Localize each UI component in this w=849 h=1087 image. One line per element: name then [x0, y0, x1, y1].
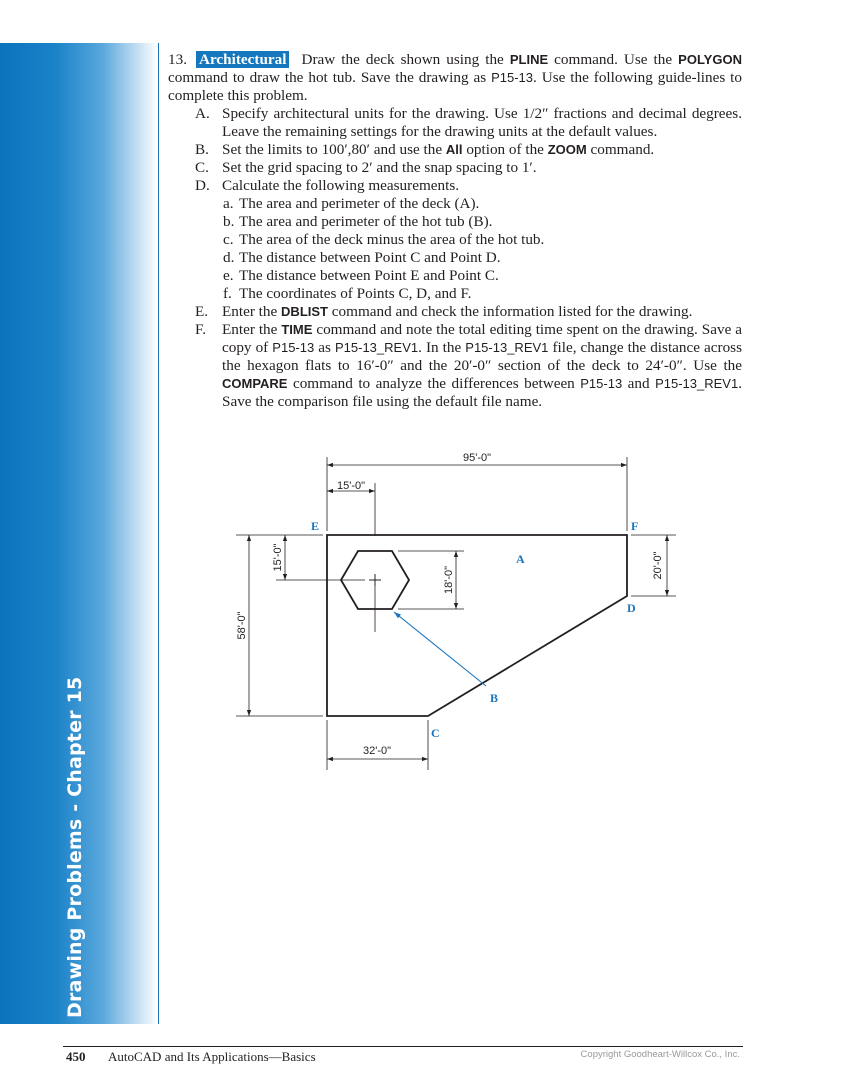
hot-tub-center-mark	[369, 574, 381, 586]
label-b: B	[490, 691, 499, 705]
deck-outline	[327, 535, 627, 716]
dim-hex-flats: 18'-0"	[443, 565, 455, 595]
label-e: E	[311, 519, 320, 533]
copyright: Copyright Goodheart-Willcox Co., Inc.	[580, 1049, 740, 1060]
problem-intro: 13. Architectural Draw the deck shown using the PLINE command. Use the POLYGON command to draw the hot tub. Save the drawing as P15-13. Use the following guide-lines to complete this problem.	[168, 51, 742, 104]
step-d-item: d. The distance between Point C and Point D.	[223, 249, 501, 266]
book-title: AutoCAD and Its Applications—Basics	[108, 1049, 316, 1064]
dim-height: 58'-0"	[236, 611, 248, 640]
dim-tub-from-top: 15'-0"	[272, 543, 284, 572]
label-c: C	[431, 726, 440, 740]
step-f: F. Enter the TIME command and note the total editing time spent on the drawing. Save a copy of P15-13 as P15-13_REV1. In the P15-13_REV1 file, change the distance across the hexagon flats to 16′-0″ and the 20′-0″ section of the deck to 24′-0″. Use the COMPARE command to analyze the differences between P15-13 and P15-13_REV1. Save the comparison file using the default file name.	[195, 321, 742, 410]
step-b: B. Set the limits to 100′,80′ and use the All option of the ZOOM command.	[195, 141, 655, 158]
page-number: 450	[66, 1049, 86, 1064]
step-c: C. Set the grid spacing to 2′ and the snap spacing to 1′.	[195, 159, 537, 176]
step-d-item: b. The area and perimeter of the hot tub (B).	[223, 213, 493, 230]
footer-rule	[63, 1046, 743, 1047]
dim-right-side: 20'-0"	[652, 551, 664, 580]
step-d: D. Calculate the following measurements.	[195, 177, 460, 194]
label-d: D	[627, 601, 636, 615]
problem-number: 13.	[168, 51, 187, 68]
step-d-item: a. The area and perimeter of the deck (A).	[223, 195, 480, 212]
label-a: A	[516, 552, 525, 566]
dim-bottom: 32'-0"	[362, 745, 392, 757]
sidebar-title: Drawing Problems - Chapter 15	[64, 676, 86, 1018]
dim-tub-offset: 15'-0"	[336, 480, 366, 492]
extension-lines	[236, 457, 676, 770]
step-d-item: f. The coordinates of Points C, D, and F.	[223, 285, 472, 302]
step-d-item: c. The area of the deck minus the area of the hot tub.	[223, 231, 545, 248]
category-tag: Architectural	[196, 51, 289, 68]
label-f: F	[631, 519, 639, 533]
step-e: E. Enter the DBLIST command and check the information listed for the drawing.	[195, 303, 693, 320]
step-d-item: e. The distance between Point E and Point C.	[223, 267, 499, 284]
hot-tub-leader	[394, 612, 486, 686]
step-a: A. Specify architectural units for the drawing. Use 1/2″ fractions and decimal degrees. Leave the remaining settings for the drawing units at the default values.	[195, 105, 742, 140]
dim-overall-width: 95'-0"	[462, 452, 492, 464]
